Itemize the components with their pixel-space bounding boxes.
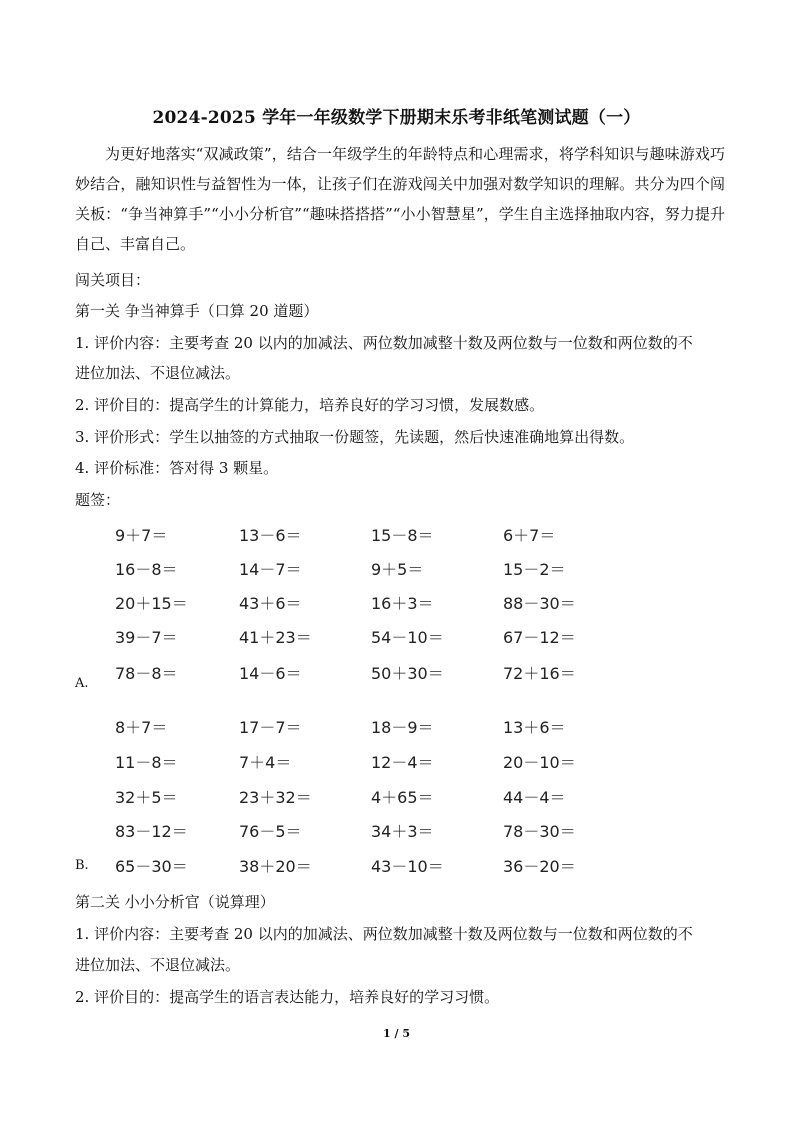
question-cell: 13＋6＝ bbox=[503, 718, 566, 737]
question-cell: 15－8＝ bbox=[371, 526, 434, 545]
intro-paragraph: 为更好地落实“双减政策”，结合一年级学生的年龄特点和心理需求，将学科知识与趣味游戏巧妙结合，融知识性与益智性为一体，让孩子们在游戏闯关中加强对数学知识的理解。共分为四个闯关板：“争当神算手”“小小分析官”“趣味搭搭搭”“小小智慧星”，学生自主选择抽取内容，努力提升自己、丰富自己。 bbox=[75, 145, 725, 253]
question-cell: 20－10＝ bbox=[503, 753, 576, 772]
question-cell: 39－7＝ bbox=[115, 628, 178, 647]
level1-item2: 2. 评价目的：提高学生的计算能力，培养良好的学习习惯，发展数感。 bbox=[75, 396, 545, 414]
question-cell: 78－8＝ bbox=[115, 664, 178, 683]
question-cell: 15－2＝ bbox=[503, 560, 566, 579]
level1-item3: 3. 评价形式：学生以抽签的方式抽取一份题签，先读题，然后快速准确地算出得数。 bbox=[75, 428, 635, 446]
level1-item1: 1. 评价内容：主要考查 20 以内的加减法、两位数加减整十数及两位数与一位数和两位数的不 bbox=[75, 334, 693, 352]
question-cell: 50＋30＝ bbox=[371, 664, 444, 683]
question-cell: 11－8＝ bbox=[115, 753, 178, 772]
question-cell: 44－4＝ bbox=[503, 788, 566, 807]
set-a-label: A. bbox=[75, 676, 89, 691]
question-cell: 14－7＝ bbox=[239, 560, 302, 579]
page-number: 1 / 5 bbox=[383, 1027, 410, 1040]
page-title: 2024-2025 学年一年级数学下册期末乐考非纸笔测试题（一） bbox=[152, 108, 641, 128]
level2-item1: 1. 评价内容：主要考查 20 以内的加减法、两位数加减整十数及两位数与一位数和两位数的不 bbox=[75, 925, 693, 943]
level1-heading: 第一关 争当神算手（口算 20 道题） bbox=[75, 302, 319, 320]
question-cell: 41＋23＝ bbox=[239, 628, 312, 647]
question-cell: 17－7＝ bbox=[239, 718, 302, 737]
question-cell: 43＋6＝ bbox=[239, 594, 302, 613]
question-cell: 9＋5＝ bbox=[371, 560, 424, 579]
question-cell: 12－4＝ bbox=[371, 753, 434, 772]
question-cell: 14－6＝ bbox=[239, 664, 302, 683]
question-cell: 32＋5＝ bbox=[115, 788, 178, 807]
question-cell: 67－12＝ bbox=[503, 628, 576, 647]
level1-item1-cont: 进位加法、不退位减法。 bbox=[75, 364, 241, 382]
project-label: 闯关项目： bbox=[75, 271, 151, 289]
question-cell: 4＋65＝ bbox=[371, 788, 434, 807]
question-cell: 18－9＝ bbox=[371, 718, 434, 737]
level2-heading: 第二关 小小分析官（说算理） bbox=[75, 893, 275, 911]
question-cell: 65－30＝ bbox=[115, 857, 188, 876]
level2-item2: 2. 评价目的：提高学生的语言表达能力，培养良好的学习习惯。 bbox=[75, 988, 500, 1006]
question-cell: 9＋7＝ bbox=[115, 526, 168, 545]
question-cell: 6＋7＝ bbox=[503, 526, 556, 545]
question-cell: 72＋16＝ bbox=[503, 664, 576, 683]
question-cell: 23＋32＝ bbox=[239, 788, 312, 807]
set-b-label: B. bbox=[75, 858, 89, 873]
question-cell: 88－30＝ bbox=[503, 594, 576, 613]
question-cell: 13－6＝ bbox=[239, 526, 302, 545]
question-cell: 8＋7＝ bbox=[115, 718, 168, 737]
question-cell: 76－5＝ bbox=[239, 822, 302, 841]
question-cell: 36－20＝ bbox=[503, 857, 576, 876]
question-cell: 16－8＝ bbox=[115, 560, 178, 579]
level2-item1-cont: 进位加法、不退位减法。 bbox=[75, 956, 241, 974]
question-cell: 20＋15＝ bbox=[115, 594, 188, 613]
tags-label: 题签： bbox=[75, 491, 121, 509]
level1-item4: 4. 评价标准：答对得 3 颗星。 bbox=[75, 459, 279, 477]
question-cell: 7＋4＝ bbox=[239, 753, 292, 772]
question-cell: 16＋3＝ bbox=[371, 594, 434, 613]
question-cell: 83－12＝ bbox=[115, 822, 188, 841]
question-cell: 43－10＝ bbox=[371, 857, 444, 876]
question-cell: 34＋3＝ bbox=[371, 822, 434, 841]
question-cell: 54－10＝ bbox=[371, 628, 444, 647]
question-cell: 78－30＝ bbox=[503, 822, 576, 841]
question-cell: 38＋20＝ bbox=[239, 857, 312, 876]
